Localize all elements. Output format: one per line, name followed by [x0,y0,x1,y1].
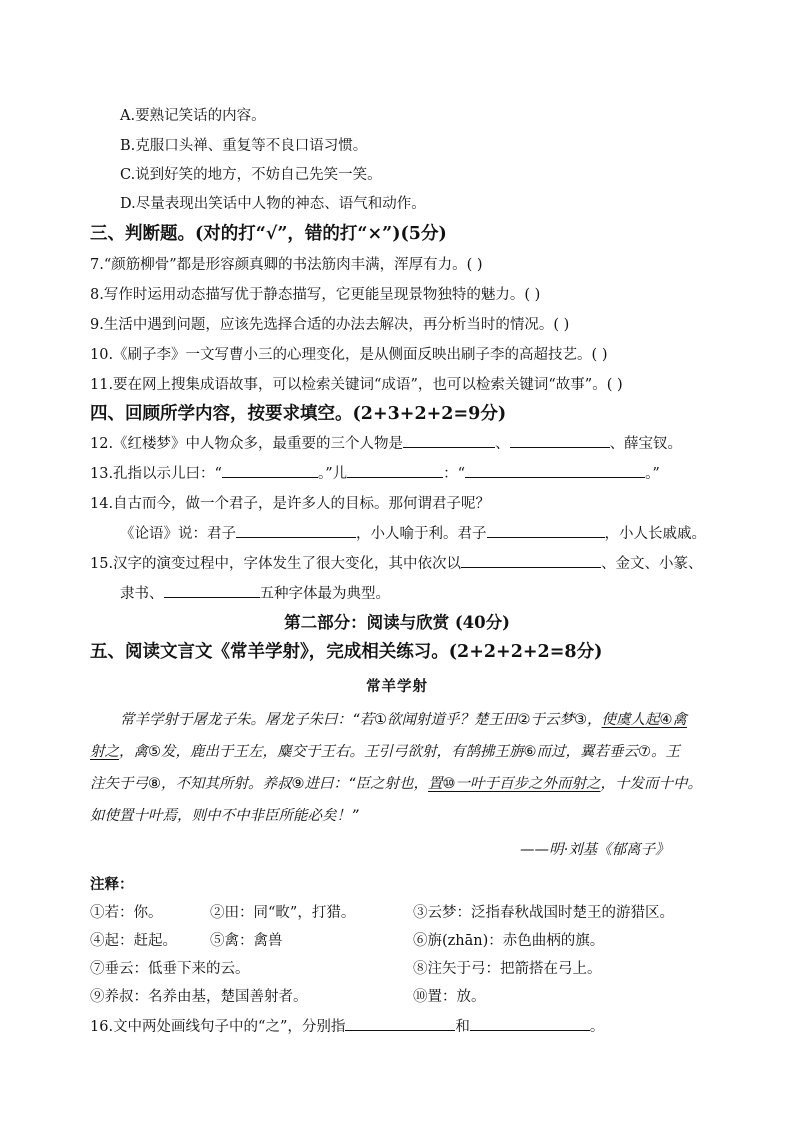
note-6: ⑥旃(zhān)：赤色曲柄的旗。 [413,933,605,949]
section4-heading: 四、回顾所学内容，按要求填空。(2+3+2+2=9分) [90,404,507,424]
q13-colon: ：“ [443,466,466,482]
q13-text: 13.孔指以示儿曰：“ [90,466,222,482]
q14-text-1: 《论语》说：君子 [120,526,236,542]
q13-end: 。” [645,466,660,482]
q12-text: 12.《红楼梦》中人物众多，最重要的三个人物是 [90,436,404,452]
passage-line-1 [120,708,687,729]
q13-blank-2[interactable] [347,463,443,478]
q16-text-2: 和 [455,1019,470,1035]
note-5: ⑤禽：禽兽 [210,933,283,949]
note-9: ⑨养叔：名养由基，楚国善射者。 [90,989,308,1005]
note-7: ⑦垂云：低垂下来的云。 [90,961,250,977]
section3-heading: 三、判断题。(对的打“√”，错的打“×”)(5分) [90,224,447,244]
option-c: C.说到好笑的地方，不妨自己先笑一笑。 [120,167,382,183]
question-7: 7.“颜筋柳骨”都是形容颜真卿的书法筋肉丰满，浑厚有力。( ) [90,257,483,273]
q16-text-3: 。 [589,1019,605,1035]
question-10: 10.《刷子李》一文写曹小三的心理变化，是从侧面反映出刷子李的高超技艺。( ) [90,347,608,363]
q14-blank-2[interactable] [487,523,605,538]
q16-blank-2[interactable] [470,1016,590,1031]
passage-title: 常羊学射 [366,678,428,695]
q15-text-4: 五种字体最为典型。 [259,586,390,602]
passage-2b: ，禽⑤发，鹿出于王左，麋交于王右。王引弓欲射，有鹄拂王旃⑥而过，翼若垂云⑦。王 [119,744,680,760]
passage-line-3 [90,772,702,793]
note-8: ⑧注矢于弓：把箭搭在弓上。 [413,961,602,977]
q13-blank-1[interactable] [222,463,318,478]
q14-text-3: ，小人长戚戚。 [604,526,706,542]
q13-mid: 。”儿 [317,466,348,482]
note-10: ⑩置：放。 [413,989,486,1005]
note-4: ④起：赶起。 [90,933,177,949]
q12-blank-2[interactable] [510,433,610,448]
q12-blank-1[interactable] [403,433,495,448]
question-14-line [120,522,706,543]
q14-blank-1[interactable] [236,523,356,538]
q15-text-2: 、金文、小篆、 [601,556,703,572]
question-11: 11.要在网上搜集成语故事，可以检索关键词“成语”，也可以检索关键词“故事”。( ) [90,377,623,393]
q14-text-2: ，小人喻于利。君子 [356,526,487,542]
note-3: ③云梦：泛指春秋战国时楚王的游猎区。 [413,905,674,921]
option-a: A.要熟记笑话的内容。 [120,108,266,124]
question-8: 8.写作时运用动态描写优于静态描写，它更能呈现景物独特的魅力。( ) [90,287,541,303]
section5-heading: 五、阅读文言文《常羊学射》，完成相关练习。(2+2+2+2=8分) [90,642,603,662]
question-13 [90,462,660,483]
q16-text-1: 16.文中两处画线句子中的“之”，分别指 [90,1019,346,1035]
q12-sep: 、 [495,436,510,452]
underlined-sentence-2: 置⑩一叶于百步之外而射之 [428,776,601,792]
q15-blank-1[interactable] [461,553,601,568]
question-16 [90,1015,604,1036]
question-15 [90,552,703,573]
passage-line-4: 如使置十叶焉，则中不中非臣所能必矣！” [90,808,359,824]
question-12 [90,432,682,453]
q16-blank-1[interactable] [345,1016,455,1031]
underlined-sentence-1-start: 使虞人起④禽 [601,712,688,728]
q12-end: 、薛宝钗。 [609,436,683,452]
part2-title: 第二部分：阅读与欣赏 (40分) [284,613,510,632]
passage-1a: 常羊学射于屠龙子朱。屠龙子朱曰：“若①欲闻射道乎？楚王田②于云梦③， [120,712,602,728]
passage-line-2 [90,740,680,761]
q13-blank-3[interactable] [465,463,645,478]
option-b: B.克服口头禅、重复等不良口语习惯。 [120,138,368,154]
q15-text-1: 15.汉字的演变过程中，字体发生了很大变化，其中依次以 [90,556,462,572]
passage-source: ——明·刘基《郁离子》 [520,842,670,858]
note-2: ②田：同“畋”，打猎。 [210,905,356,921]
passage-3a: 注矢于弓⑧，不知其所射。养叔⑨进曰：“臣之射也， [90,776,429,792]
underlined-sentence-1-end: 射之 [90,744,119,760]
q15-text-3: 隶书、 [120,586,164,602]
notes-label: 注释： [90,876,134,893]
passage-3c: ，十发而十中。 [600,776,703,792]
note-1: ①若：你。 [90,905,163,921]
question-9: 9.生活中遇到问题，应该先选择合适的办法去解决，再分析当时的情况。( ) [90,317,570,333]
q15-blank-2[interactable] [164,583,260,598]
option-d: D.尽量表现出笑话中人物的神态、语气和动作。 [120,196,426,212]
question-14: 14.自古而今，做一个君子，是许多人的目标。那何谓君子呢？ [90,496,491,512]
question-15-cont [120,582,390,603]
